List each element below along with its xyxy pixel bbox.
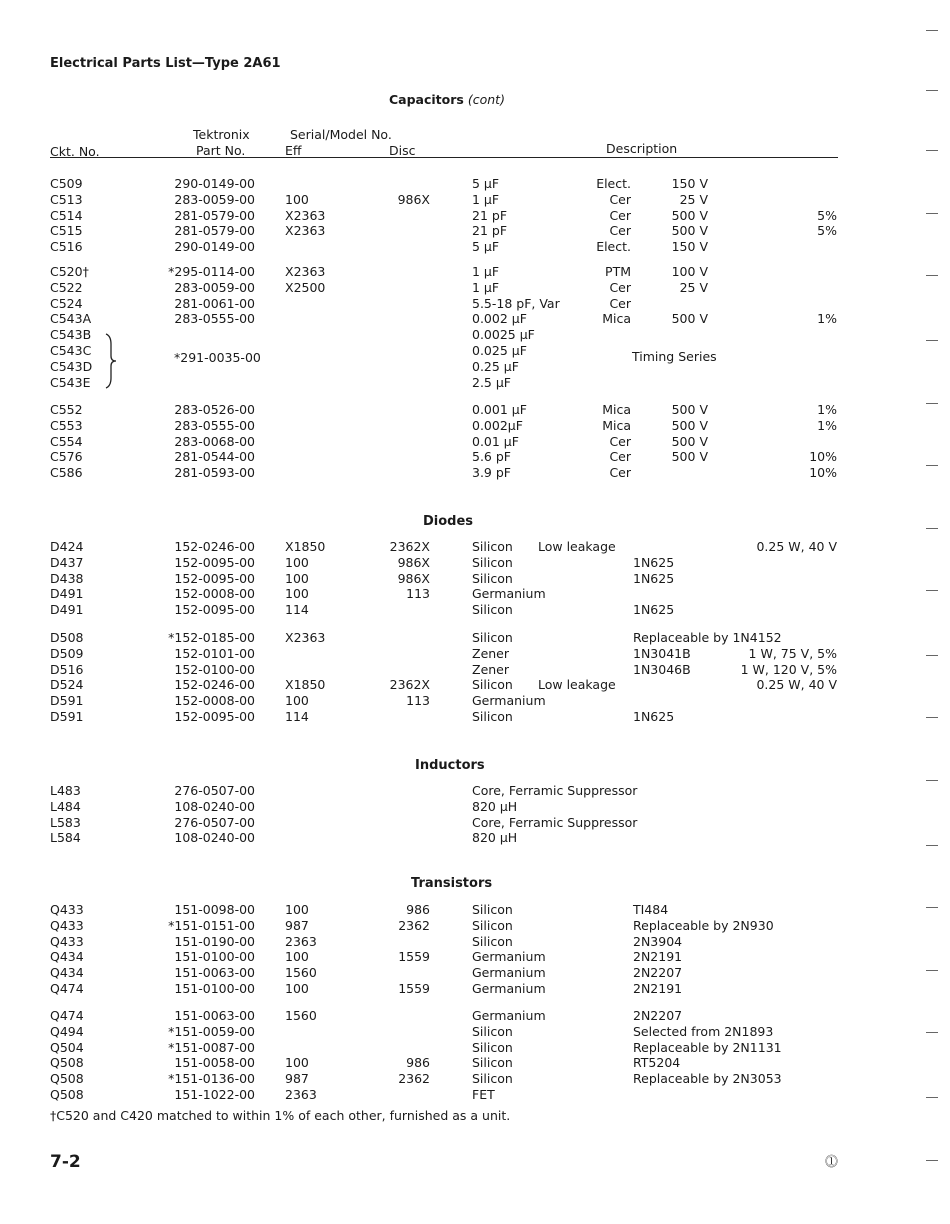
- ckt-number: Q474: [50, 1008, 84, 1023]
- voltage-rating: 100 V: [671, 264, 708, 279]
- serial-disc: 1559: [398, 981, 430, 996]
- part-number: 290-0149-00: [174, 239, 255, 255]
- equivalent-part: 2N2207: [633, 1008, 683, 1023]
- part-number: 281-0593-00: [174, 465, 255, 481]
- serial-eff: X2363: [285, 223, 326, 239]
- serial-eff: 987: [285, 1071, 309, 1087]
- diode-type: Germanium: [472, 693, 546, 709]
- header-rule: [50, 157, 838, 158]
- transistor-type: Silicon: [472, 902, 513, 917]
- ckt-number: Q508: [50, 1071, 84, 1087]
- page-mark: ⓵: [825, 1155, 839, 1170]
- diodes-heading: Diodes: [423, 514, 474, 529]
- capacitance-value: 0.002 μF: [472, 311, 527, 327]
- margin-tick: [926, 590, 938, 591]
- capacitance-value: 0.25 μF: [472, 358, 519, 374]
- section-heading: [389, 92, 505, 107]
- serial-eff: X1850: [285, 539, 326, 554]
- document-title: Electrical Parts List—Type 2A61: [50, 56, 281, 71]
- ckt-number: L584: [50, 830, 81, 846]
- part-number: 290-0149-00: [174, 176, 255, 191]
- part-number: 152-0100-00: [174, 661, 255, 677]
- ckt-number: D591: [50, 693, 84, 709]
- ckt-number: C552: [50, 402, 83, 417]
- dielectric-type: Elect.: [596, 176, 631, 191]
- ckt-number: C524: [50, 295, 83, 311]
- transistor-type: Germanium: [472, 965, 546, 981]
- equivalent-part: Replaceable by 2N930: [633, 917, 774, 933]
- transistor-type: Silicon: [472, 1071, 513, 1087]
- equivalent-part: TI484: [633, 902, 669, 917]
- diode-note: Low leakage: [538, 539, 616, 554]
- ckt-number: C543C: [50, 343, 92, 358]
- part-number: 283-0059-00: [174, 191, 255, 207]
- diode-type: Silicon: [472, 570, 513, 586]
- part-number: 283-0555-00: [174, 417, 255, 433]
- ckt-number: C516: [50, 239, 83, 255]
- ckt-number: C553: [50, 417, 83, 433]
- margin-tick: [926, 845, 938, 846]
- ckt-number: Q433: [50, 917, 84, 933]
- ckt-number: C543E: [50, 374, 91, 390]
- part-number: 281-0544-00: [174, 449, 255, 465]
- serial-eff: X2363: [285, 264, 326, 279]
- col-header-description: Description: [606, 141, 678, 156]
- ckt-number: C554: [50, 433, 83, 449]
- serial-eff: 100: [285, 902, 309, 917]
- serial-eff: 100: [285, 981, 309, 996]
- equivalent-part: 1N625: [633, 602, 675, 618]
- capacitance-value: 1 μF: [472, 279, 500, 295]
- ckt-number: C513: [50, 191, 83, 207]
- part-number: *151-0087-00: [168, 1039, 255, 1055]
- part-number: 283-0059-00: [174, 279, 255, 295]
- c543-part-number: *291-0035-00: [174, 350, 261, 365]
- ckt-number: D524: [50, 677, 84, 693]
- serial-eff: 100: [285, 586, 309, 602]
- serial-eff: 1560: [285, 965, 317, 981]
- part-number: 281-0579-00: [174, 207, 255, 223]
- serial-eff: X2363: [285, 630, 326, 645]
- margin-tick: [926, 907, 938, 908]
- margin-tick: [926, 970, 938, 971]
- dielectric-type: Mica: [602, 402, 631, 417]
- ckt-number: D508: [50, 630, 84, 645]
- col-header-tektronix: Tektronix: [193, 127, 250, 142]
- serial-eff: 100: [285, 570, 309, 586]
- ckt-number: C514: [50, 207, 83, 223]
- margin-tick: [926, 340, 938, 341]
- ckt-number: D437: [50, 554, 84, 570]
- dielectric-type: Cer: [609, 449, 631, 465]
- part-number: 281-0579-00: [174, 223, 255, 239]
- capacitance-value: 0.01 μF: [472, 433, 519, 449]
- diode-type: Germanium: [472, 586, 546, 602]
- margin-tick: [926, 1097, 938, 1098]
- page-number: 7-2: [50, 1152, 81, 1172]
- part-number: *151-0151-00: [168, 917, 255, 933]
- ckt-number: D509: [50, 645, 84, 661]
- margin-tick: [926, 1032, 938, 1033]
- voltage-rating: 500 V: [671, 433, 708, 449]
- col-header-part-no: Part No.: [196, 143, 246, 158]
- serial-disc: 2362X: [389, 677, 430, 693]
- part-number: 283-0555-00: [174, 311, 255, 327]
- diode-rating: 1 W, 75 V, 5%: [748, 645, 837, 661]
- tolerance: 1%: [817, 311, 837, 327]
- ckt-number: Q433: [50, 902, 84, 917]
- equivalent-part: 2N2191: [633, 981, 683, 996]
- voltage-rating: 500 V: [671, 311, 708, 327]
- ckt-number: Q504: [50, 1039, 84, 1055]
- part-number: 152-0095-00: [174, 570, 255, 586]
- serial-disc: 113: [406, 693, 430, 709]
- diode-type: Silicon: [472, 602, 513, 618]
- capacitance-value: 5.6 pF: [472, 449, 511, 465]
- dielectric-type: Cer: [609, 207, 631, 223]
- capacitance-value: 0.025 μF: [472, 343, 527, 358]
- ckt-number: D438: [50, 570, 84, 586]
- margin-tick: [926, 655, 938, 656]
- dielectric-type: Elect.: [596, 239, 631, 255]
- equivalent-part: 1N3046B: [633, 661, 691, 677]
- tolerance: 1%: [817, 417, 837, 433]
- diode-type: Silicon: [472, 539, 513, 554]
- voltage-rating: 150 V: [671, 239, 708, 255]
- equivalent-part: 2N2191: [633, 949, 683, 965]
- part-number: 152-0101-00: [174, 645, 255, 661]
- ckt-number: C586: [50, 465, 83, 481]
- serial-disc: 2362: [398, 1071, 430, 1087]
- part-number: 276-0507-00: [174, 783, 255, 798]
- footnote: †C520 and C420 matched to within 1% of each other, furnished as a unit.: [50, 1108, 511, 1123]
- voltage-rating: 500 V: [671, 223, 708, 239]
- ckt-number: L484: [50, 798, 81, 814]
- serial-disc: 986X: [397, 191, 430, 207]
- diode-type: Silicon: [472, 630, 513, 645]
- transistor-type: FET: [472, 1087, 495, 1102]
- dielectric-type: Cer: [609, 223, 631, 239]
- diode-rating: 0.25 W, 40 V: [756, 677, 837, 693]
- equivalent-part: RT5204: [633, 1055, 681, 1071]
- transistor-type: Germanium: [472, 1008, 546, 1023]
- ckt-number: Q494: [50, 1023, 84, 1039]
- part-number: 151-0100-00: [174, 949, 255, 965]
- section-title: Capacitors: [389, 92, 464, 107]
- diode-note: Low leakage: [538, 677, 616, 693]
- part-number: 283-0068-00: [174, 433, 255, 449]
- ckt-number: C520†: [50, 264, 89, 279]
- capacitance-value: 3.9 pF: [472, 465, 511, 481]
- dielectric-type: Cer: [609, 295, 631, 311]
- capacitance-value: 5 μF: [472, 239, 500, 255]
- part-number: 151-1022-00: [174, 1087, 255, 1102]
- transistor-type: Silicon: [472, 933, 513, 949]
- capacitance-value: 1 μF: [472, 264, 500, 279]
- ckt-number: L483: [50, 783, 81, 798]
- serial-eff: 100: [285, 554, 309, 570]
- equivalent-part: 1N625: [633, 570, 675, 586]
- transistor-type: Silicon: [472, 1039, 513, 1055]
- serial-eff: 114: [285, 602, 309, 618]
- part-number: 108-0240-00: [174, 798, 255, 814]
- part-number: 151-0098-00: [174, 902, 255, 917]
- serial-eff: X1850: [285, 677, 326, 693]
- transistor-type: Silicon: [472, 1055, 513, 1071]
- part-number: 152-0095-00: [174, 602, 255, 618]
- dielectric-type: Mica: [602, 311, 631, 327]
- ckt-number: C543D: [50, 358, 93, 374]
- part-number: 152-0095-00: [174, 709, 255, 724]
- serial-disc: 113: [406, 586, 430, 602]
- ckt-number: C522: [50, 279, 83, 295]
- col-header-eff: Eff: [285, 143, 302, 158]
- serial-disc: 2362X: [389, 539, 430, 554]
- part-number: *152-0185-00: [168, 630, 255, 645]
- margin-tick: [926, 403, 938, 404]
- inductor-description: 820 μH: [472, 798, 518, 814]
- inductor-description: 820 μH: [472, 830, 518, 846]
- margin-tick: [926, 213, 938, 214]
- ckt-number: C515: [50, 223, 83, 239]
- diode-type: Silicon: [472, 709, 513, 724]
- voltage-rating: 500 V: [671, 207, 708, 223]
- capacitance-value: 0.001 μF: [472, 402, 527, 417]
- equivalent-part: 2N3904: [633, 933, 683, 949]
- part-number: 151-0063-00: [174, 1008, 255, 1023]
- capacitance-value: 0.002μF: [472, 417, 523, 433]
- equivalent-part: 2N2207: [633, 965, 683, 981]
- margin-tick: [926, 465, 938, 466]
- transistors-heading: Transistors: [411, 876, 493, 891]
- serial-eff: X2500: [285, 279, 326, 295]
- ckt-number: D491: [50, 602, 84, 618]
- part-number: 151-0063-00: [174, 965, 255, 981]
- serial-eff: 1560: [285, 1008, 317, 1023]
- transistor-type: Silicon: [472, 1023, 513, 1039]
- ckt-number: D491: [50, 586, 84, 602]
- serial-disc: 1559: [398, 949, 430, 965]
- voltage-rating: 500 V: [671, 417, 708, 433]
- dielectric-type: Cer: [609, 191, 631, 207]
- serial-eff: 100: [285, 1055, 309, 1071]
- serial-eff: 100: [285, 191, 309, 207]
- ckt-number: C576: [50, 449, 83, 465]
- serial-eff: 100: [285, 693, 309, 709]
- serial-eff: X2363: [285, 207, 326, 223]
- ckt-number: C509: [50, 176, 83, 191]
- tolerance: 5%: [817, 207, 837, 223]
- c543-description: Timing Series: [632, 349, 717, 364]
- ckt-number: D424: [50, 539, 84, 554]
- tolerance: 10%: [809, 465, 837, 481]
- section-suffix: (cont): [467, 92, 505, 107]
- voltage-rating: 500 V: [671, 449, 708, 465]
- capacitance-value: 1 μF: [472, 191, 500, 207]
- ckt-number: L583: [50, 814, 81, 830]
- ckt-number: Q508: [50, 1055, 84, 1071]
- diode-type: Zener: [472, 645, 510, 661]
- inductor-description: Core, Ferramic Suppressor: [472, 814, 638, 830]
- equivalent-part: Replaceable by 2N3053: [633, 1071, 782, 1087]
- margin-tick: [926, 275, 938, 276]
- part-number: 281-0061-00: [174, 295, 255, 311]
- equivalent-part: Replaceable by 1N4152: [633, 630, 782, 645]
- dielectric-type: Cer: [609, 433, 631, 449]
- margin-tick: [926, 528, 938, 529]
- tolerance: 5%: [817, 223, 837, 239]
- part-number: 152-0246-00: [174, 677, 255, 693]
- part-number: 276-0507-00: [174, 814, 255, 830]
- serial-eff: 2363: [285, 1087, 317, 1102]
- col-header-ckt-no: Ckt. No.: [50, 144, 100, 159]
- margin-tick: [926, 780, 938, 781]
- equivalent-part: Selected from 2N1893: [633, 1023, 774, 1039]
- equivalent-part: 1N625: [633, 709, 675, 724]
- diode-type: Zener: [472, 661, 510, 677]
- voltage-rating: 25 V: [679, 191, 708, 207]
- transistor-type: Germanium: [472, 949, 546, 965]
- part-number: 152-0008-00: [174, 693, 255, 709]
- part-number: 152-0246-00: [174, 539, 255, 554]
- ckt-number: D516: [50, 661, 84, 677]
- ckt-number: C543A: [50, 311, 92, 327]
- part-number: 152-0095-00: [174, 554, 255, 570]
- ckt-number: Q434: [50, 965, 84, 981]
- margin-tick: [926, 30, 938, 31]
- ckt-number: C543B: [50, 327, 92, 343]
- diode-rating: 0.25 W, 40 V: [756, 539, 837, 554]
- diode-type: Silicon: [472, 677, 513, 693]
- ckt-number: Q508: [50, 1087, 84, 1102]
- equivalent-part: 1N625: [633, 554, 675, 570]
- serial-disc: 986: [406, 1055, 430, 1071]
- tolerance: 10%: [809, 449, 837, 465]
- inductors-heading: Inductors: [415, 758, 485, 773]
- voltage-rating: 500 V: [671, 402, 708, 417]
- part-number: 151-0100-00: [174, 981, 255, 996]
- transistor-type: Germanium: [472, 981, 546, 996]
- serial-eff: 114: [285, 709, 309, 724]
- ckt-number: D591: [50, 709, 84, 724]
- part-number: *151-0059-00: [168, 1023, 255, 1039]
- dielectric-type: Cer: [609, 465, 631, 481]
- equivalent-part: Replaceable by 2N1131: [633, 1039, 782, 1055]
- capacitance-value: 2.5 μF: [472, 374, 511, 390]
- part-number: 152-0008-00: [174, 586, 255, 602]
- margin-tick: [926, 90, 938, 91]
- serial-eff: 100: [285, 949, 309, 965]
- col-header-serial-model: Serial/Model No.: [290, 127, 392, 142]
- voltage-rating: 150 V: [671, 176, 708, 191]
- capacitance-value: 21 pF: [472, 207, 508, 223]
- ckt-number: Q434: [50, 949, 84, 965]
- diode-rating: 1 W, 120 V, 5%: [740, 661, 837, 677]
- ckt-number: Q433: [50, 933, 84, 949]
- dielectric-type: Cer: [609, 279, 631, 295]
- serial-eff: 987: [285, 917, 309, 933]
- part-number: 283-0526-00: [174, 402, 255, 417]
- capacitance-value: 21 pF: [472, 223, 508, 239]
- voltage-rating: 25 V: [679, 279, 708, 295]
- part-number: 151-0058-00: [174, 1055, 255, 1071]
- col-header-disc: Disc: [389, 143, 416, 158]
- dielectric-type: Mica: [602, 417, 631, 433]
- capacitance-value: 5 μF: [472, 176, 500, 191]
- serial-eff: 2363: [285, 933, 317, 949]
- equivalent-part: 1N3041B: [633, 645, 691, 661]
- inductor-description: Core, Ferramic Suppressor: [472, 783, 638, 798]
- tolerance: 1%: [817, 402, 837, 417]
- part-number: 151-0190-00: [174, 933, 255, 949]
- margin-tick: [926, 1160, 938, 1161]
- part-number: *295-0114-00: [168, 264, 255, 279]
- serial-disc: 986X: [397, 570, 430, 586]
- part-number: 108-0240-00: [174, 830, 255, 846]
- dielectric-type: PTM: [605, 264, 631, 279]
- diode-type: Silicon: [472, 554, 513, 570]
- serial-disc: 986: [406, 902, 430, 917]
- part-number: *151-0136-00: [168, 1071, 255, 1087]
- transistor-type: Silicon: [472, 917, 513, 933]
- capacitance-value: 0.0025 μF: [472, 327, 535, 343]
- grouping-brace: [104, 332, 118, 390]
- capacitance-value: 5.5-18 pF, Var: [472, 295, 560, 311]
- ckt-number: Q474: [50, 981, 84, 996]
- margin-tick: [926, 717, 938, 718]
- margin-tick: [926, 150, 938, 151]
- serial-disc: 2362: [398, 917, 430, 933]
- serial-disc: 986X: [397, 554, 430, 570]
